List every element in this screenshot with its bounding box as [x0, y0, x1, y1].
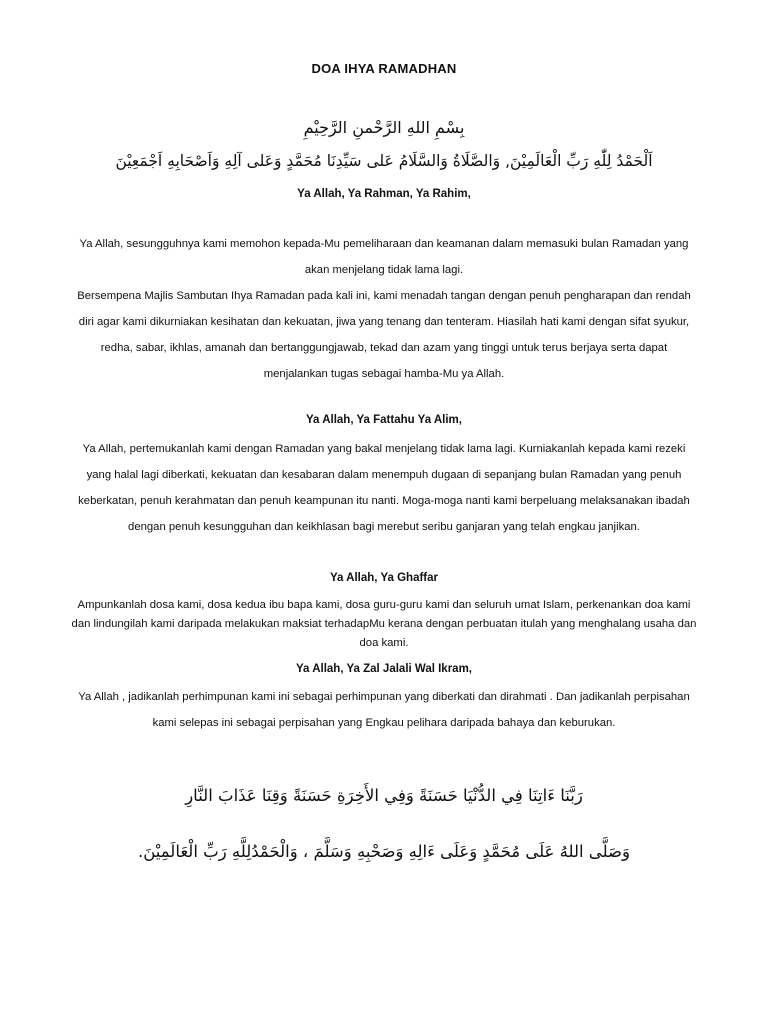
paragraph-forgiveness: Ampunkanlah dosa kami, dosa kedua ibu bapa kami, dosa guru-guru kami dan seluruh umat Islam, perkenankan doa kami dan lindungilah kami daripada melakukan maksiat terhadapMu kerana dengan perbuatan itulah yang menghalang usaha dan doa kami.	[71, 599, 697, 649]
arabic-closing-salawat: وَصَلَّى اللهُ عَلَى مُحَمَّدٍ وَعَلَى ءَالِهِ وَصَحْبِهِ وَسَلَّمَ ، وَالْحَمْدُلِلَّهِ رَبِّ الْعَالَمِيْنَ.	[137, 842, 631, 861]
arabic-basmalah: بِسْمِ اللهِ الرَّحْمنِ الرَّحِيْمِ	[303, 118, 465, 137]
paragraph-ihya-ramadan: Bersempena Majlis Sambutan Ihya Ramadan pada kali ini, kami menadah tangan dengan penuh pengharapan dan rendah diri agar kami dikurniakan kesihatan dan kekuatan, jiwa yang tenang dan tenteram. Hiasilah hati kami dengan sifat syukur, redha, sabar, ikhlas, amanah dan bertanggungjawab, tekad dan azam yang tinggi untuk terus berjaya serta dapat menjalankan tugas sebagai hamba-Mu ya Allah.	[77, 290, 691, 380]
section-heading-jalal: Ya Allah, Ya Zal Jalali Wal Ikram,	[296, 663, 472, 675]
section-heading-fattah: Ya Allah, Ya Fattahu Ya Alim,	[306, 414, 462, 426]
paragraph-gathering: Ya Allah , jadikanlah perhimpunan kami ini sebagai perhimpunan yang diberkati dan dirahmati . Dan jadikanlah perpisahan kami selepas ini sebagai perpisahan yang Engkau pelihara daripada bahaya dan keburukan.	[78, 691, 690, 729]
paragraph-protection: Ya Allah, sesungguhnya kami memohon kepada-Mu pemeliharaan dan keamanan dalam memasuki bulan Ramadan yang akan menjelang tidak lama lagi.	[79, 238, 689, 276]
arabic-closing-dua: رَبَّنَا ءَاتِنَا فِي الدُّنْيَا حَسَنَةً وَفِي الأَخِرَةِ حَسَنَةً وَقِنَا عَذَابَ النَّارِ	[185, 786, 583, 805]
section-heading-ghaffar: Ya Allah, Ya Ghaffar	[329, 572, 439, 584]
document-title: DOA IHYA RAMADHAN	[311, 61, 457, 76]
paragraph-meet-ramadan: Ya Allah, pertemukanlah kami dengan Ramadan yang bakal menjelang tidak lama lagi. Kurniakanlah kepada kami rezeki yang halal lagi diberkati, kekuatan dan kesabaran dalam menempuh dugaan di sepanjang bulan Ramadan yang penuh keberkatan, penuh kerahmatan dan penuh keampunan itu nanti. Moga-moga nanti kami berpeluang melaksanakan ibadah dengan penuh kesungguhan dan keikhlasan bagi merebut seribu ganjaran yang telah engkau janjikan.	[78, 443, 690, 533]
section-heading-rahman: Ya Allah, Ya Rahman, Ya Rahim,	[297, 188, 471, 200]
arabic-hamdalah: اَلْحَمْدُ لِلّٰهِ رَبِّ الْعَالَمِيْنَ, وَالصَّلَاةُ وَالسَّلَامُ عَلى سَيِّدِنَا مُحَمَّدٍ وَعَلى آلِهِ وَاَصْحَابِهِ اَجْمَعِيْنَ	[115, 152, 653, 170]
